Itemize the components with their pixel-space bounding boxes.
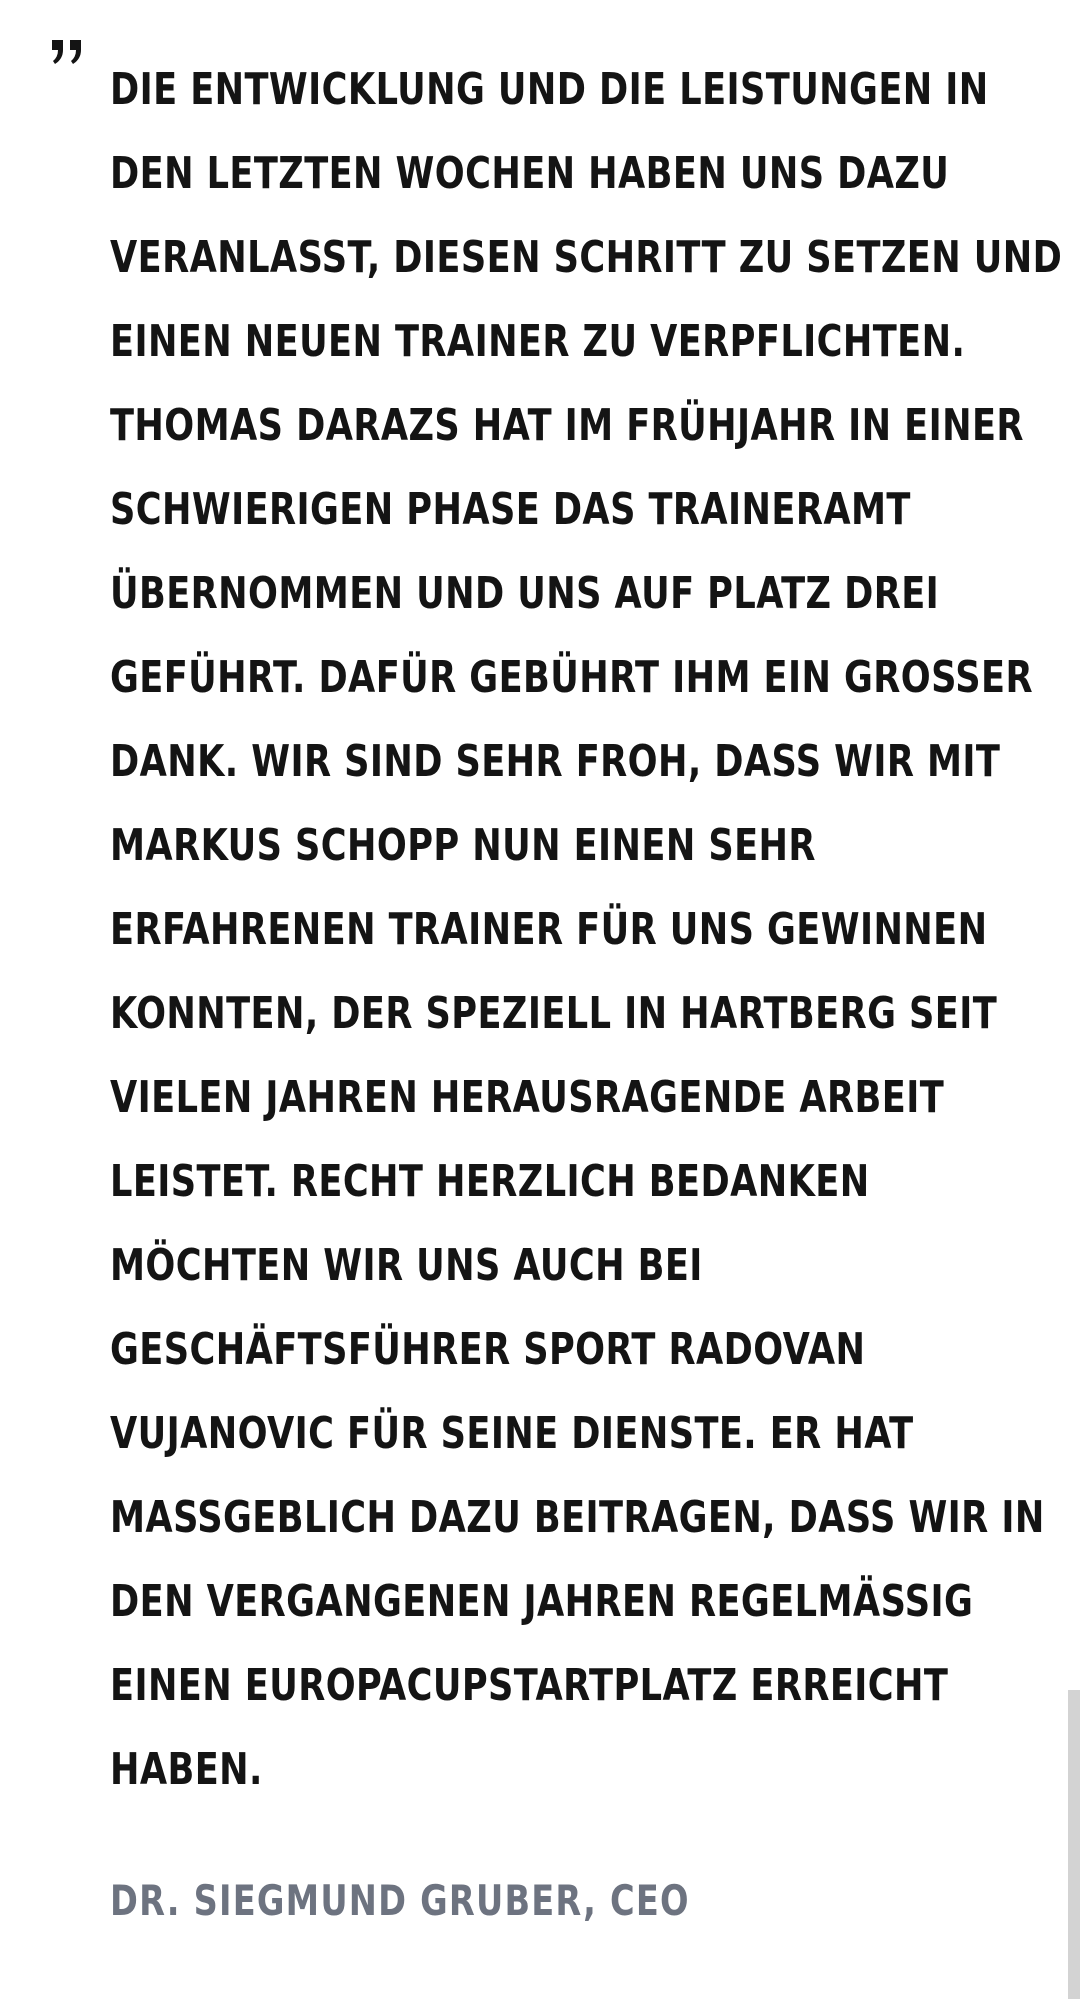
quote-line: MARKUS SCHOPP NUN EINEN SEHR <box>110 820 816 871</box>
quote-line: DIE ENTWICKLUNG UND DIE LEISTUNGEN IN <box>110 64 989 115</box>
quote-line: DEN VERGANGENEN JAHREN REGELMÄSSIG <box>110 1576 974 1627</box>
quote-line: DANK. WIR SIND SEHR FROH, DASS WIR MIT <box>110 736 1001 787</box>
quote-line: THOMAS DARAZS HAT IM FRÜHJAHR IN EINER <box>110 400 1024 451</box>
quote-line: KONNTEN, DER SPEZIELL IN HARTBERG SEIT <box>110 988 998 1039</box>
scrollbar[interactable] <box>1066 0 1080 1999</box>
quote-attribution: DR. SIEGMUND GRUBER, CEO <box>110 1876 690 1925</box>
quote-line: EINEN NEUEN TRAINER ZU VERPFLICHTEN. <box>110 316 966 367</box>
quote-line: ÜBERNOMMEN UND UNS AUF PLATZ DREI <box>110 568 940 619</box>
quote-line: EINEN EUROPACUPSTARTPLATZ ERREICHT <box>110 1660 949 1711</box>
quote-mark-icon <box>50 36 86 72</box>
quote-line: DEN LETZTEN WOCHEN HABEN UNS DAZU <box>110 148 950 199</box>
quote-line: LEISTET. RECHT HERZLICH BEDANKEN <box>110 1156 870 1207</box>
scrollbar-thumb[interactable] <box>1068 1690 1080 1999</box>
quote-line: VERANLASST, DIESEN SCHRITT ZU SETZEN UND <box>110 232 1063 283</box>
quote-line: VUJANOVIC FÜR SEINE DIENSTE. ER HAT <box>110 1408 914 1459</box>
quote-line: VIELEN JAHREN HERAUSRAGENDE ARBEIT <box>110 1072 945 1123</box>
quote-line: MASSGEBLICH DAZU BEITRAGEN, DASS WIR IN <box>110 1492 1045 1543</box>
quote-text <box>110 48 1063 1812</box>
quote-line: ERFAHRENEN TRAINER FÜR UNS GEWINNEN <box>110 904 988 955</box>
quote-line: HABEN. <box>110 1744 263 1795</box>
quote-line: GESCHÄFTSFÜHRER SPORT RADOVAN <box>110 1324 866 1375</box>
quote-line: MÖCHTEN WIR UNS AUCH BEI <box>110 1240 703 1291</box>
quote-line: SCHWIERIGEN PHASE DAS TRAINERAMT <box>110 484 911 535</box>
quote-line: GEFÜHRT. DAFÜR GEBÜHRT IHM EIN GROSSER <box>110 652 1033 703</box>
